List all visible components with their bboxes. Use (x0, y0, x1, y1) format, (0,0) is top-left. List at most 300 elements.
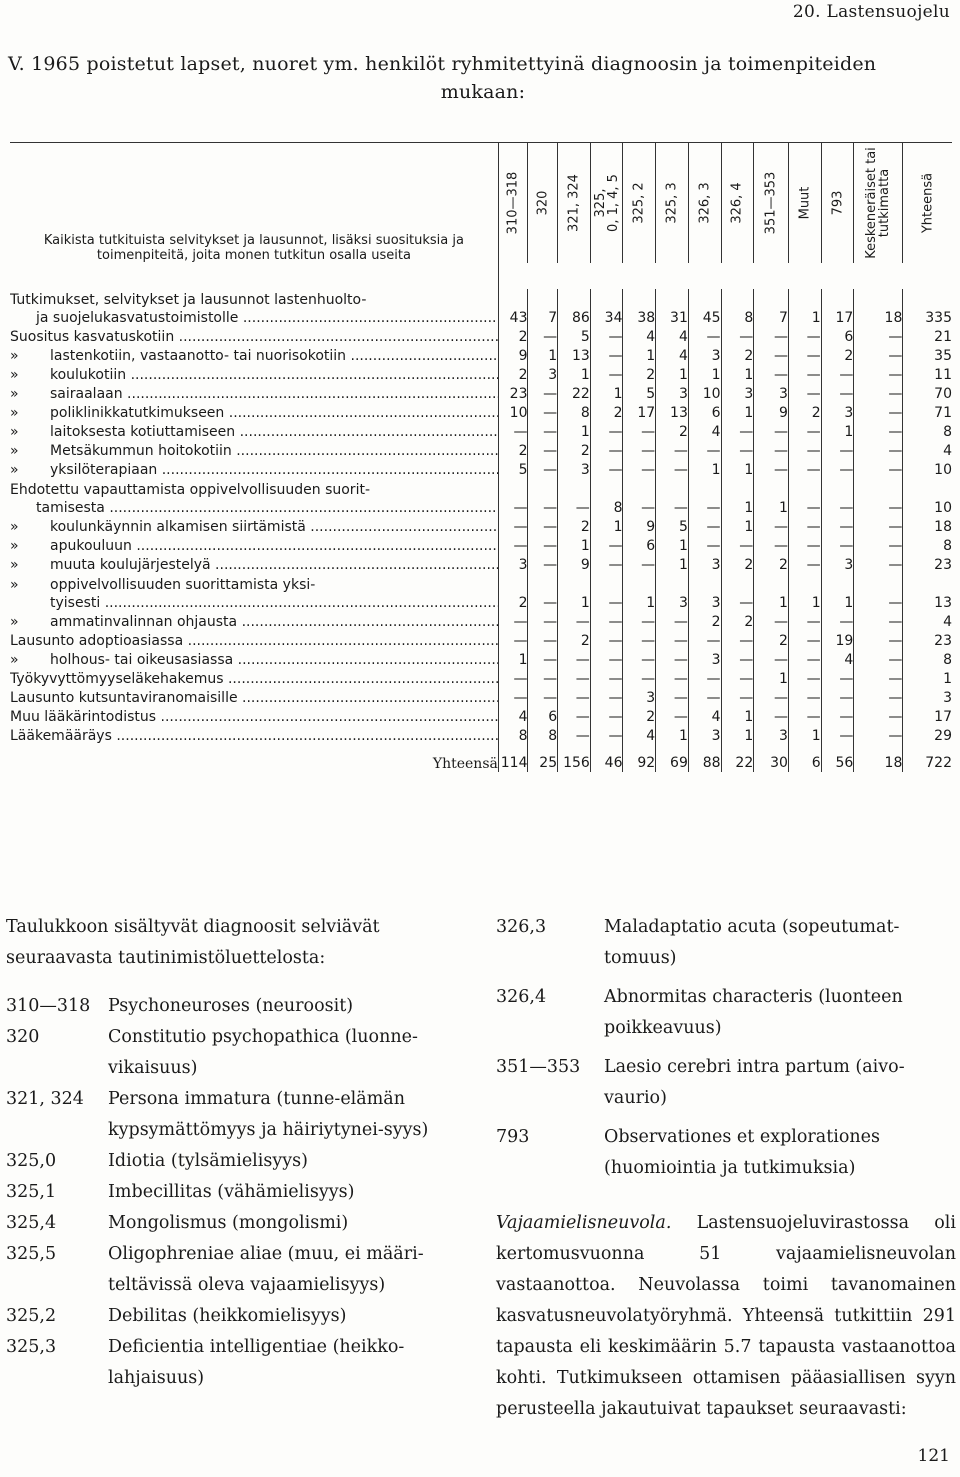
table-title (8, 50, 958, 106)
row-label (10, 384, 498, 403)
ditto-mark: » (10, 348, 19, 364)
legend-item (6, 991, 468, 1022)
row-label-text: muuta koulujärjestelyä (50, 557, 211, 573)
table-cell: 1 (590, 384, 623, 403)
table-cell: 2 (558, 517, 591, 536)
legend-item (6, 1301, 468, 1332)
table-cell: 1 (721, 460, 754, 479)
table-cell: 23 (903, 631, 952, 650)
table-cell: 38 (623, 289, 656, 327)
table-cell: 2 (498, 327, 528, 346)
table-cell: 1 (558, 422, 591, 441)
table-cell: — (721, 650, 754, 669)
table-cell: 2 (498, 365, 528, 384)
table-cell: — (854, 384, 903, 403)
column-header-label: 351—353 (763, 171, 779, 235)
diagnosis-code: 325,4 (6, 1213, 57, 1233)
table-cell: — (854, 669, 903, 688)
table-cell: — (788, 517, 821, 536)
table-cell: 2 (788, 403, 821, 422)
table-cell: 4 (688, 707, 721, 726)
diagnosis-code: 326,4 (496, 987, 547, 1007)
table-cell: 3 (721, 384, 754, 403)
vajaamielisneuvola-paragraph (496, 1208, 956, 1425)
row-label (10, 289, 498, 327)
table-cell: 23 (498, 384, 528, 403)
table-cell: 3 (558, 460, 591, 479)
table-cell: — (788, 422, 821, 441)
table-row (10, 289, 952, 327)
table-cell: 1 (788, 574, 821, 612)
table-cell: 21 (903, 327, 952, 346)
table-cell: 3 (688, 574, 721, 612)
row-label (10, 365, 498, 384)
table-cell: 3 (821, 403, 854, 422)
total-cell: 88 (688, 745, 721, 772)
table-cell: — (528, 650, 558, 669)
legend-item (6, 1022, 468, 1084)
diagnosis-description: Imbecillitas (vähämielisyys) (108, 1182, 355, 1202)
table-cell: 8 (590, 479, 623, 517)
row-label (10, 726, 498, 745)
ditto-mark: » (10, 443, 19, 459)
table-cell: 1 (623, 346, 656, 365)
column-header (590, 143, 623, 264)
table-cell: — (590, 365, 623, 384)
table-cell: — (854, 403, 903, 422)
table-cell: 3 (498, 555, 528, 574)
diagnosis-code: 325,3 (6, 1337, 57, 1357)
table-cell: — (498, 479, 528, 517)
table-cell: 19 (821, 631, 854, 650)
diagnosis-code: 325,0 (6, 1151, 57, 1171)
table-cell: 18 (903, 517, 952, 536)
table-cell: — (590, 327, 623, 346)
table-cell: — (590, 612, 623, 631)
table-cell: — (821, 612, 854, 631)
diagnosis-code: 320 (6, 1027, 40, 1047)
legend-item (6, 1332, 468, 1394)
table-cell: 23 (903, 555, 952, 574)
table-cell: 6 (688, 403, 721, 422)
table-cell: — (788, 365, 821, 384)
table-cell: 1 (688, 460, 721, 479)
row-label-text: koulunkäynnin alkamisen siirtämistä (50, 519, 306, 535)
table-cell: — (788, 536, 821, 555)
table-cell: 17 (821, 289, 854, 327)
table-cell: 1 (821, 574, 854, 612)
table-cell: — (623, 650, 656, 669)
total-cell: 114 (498, 745, 528, 772)
table-cell: 1 (558, 365, 591, 384)
table-cell: 3 (528, 365, 558, 384)
running-header: 20. Lastensuojelu (792, 2, 950, 22)
table-cell: 3 (688, 555, 721, 574)
table-cell: 2 (623, 365, 656, 384)
row-label (10, 422, 498, 441)
ditto-mark: » (10, 519, 19, 535)
row-label-text: Lausunto kutsuntaviranomaisille (10, 690, 238, 706)
table-cell: — (688, 631, 721, 650)
table-cell: — (558, 650, 591, 669)
table-cell: — (590, 460, 623, 479)
table-row (10, 346, 952, 365)
column-header (788, 143, 821, 264)
row-label-text: yksilöterapiaan (50, 462, 158, 478)
diagnosis-description: Maladaptatio acuta (sopeutumat-tomuus) (604, 917, 900, 968)
table-cell: 45 (688, 289, 721, 327)
ditto-mark: » (10, 557, 19, 573)
table-cell: 1 (656, 536, 689, 555)
table-cell: 2 (590, 403, 623, 422)
table-cell: — (854, 707, 903, 726)
table-row (10, 460, 952, 479)
row-label (10, 669, 498, 688)
table-cell: — (821, 517, 854, 536)
table-cell: 1 (656, 555, 689, 574)
column-header-label: 793 (830, 190, 845, 216)
diagnosis-description: Debilitas (heikkomielisyys) (108, 1306, 347, 1326)
table-cell: — (854, 422, 903, 441)
table-cell: — (590, 669, 623, 688)
table-cell: 3 (821, 555, 854, 574)
table-cell: 9 (754, 403, 789, 422)
table-cell: 10 (498, 403, 528, 422)
column-header (721, 143, 754, 264)
table-cell: — (590, 650, 623, 669)
table-cell: — (754, 536, 789, 555)
table-cell: 2 (558, 441, 591, 460)
table-cell: 8 (903, 650, 952, 669)
table-cell: — (721, 631, 754, 650)
table-cell: 2 (754, 555, 789, 574)
table-row (10, 327, 952, 346)
legend-item (6, 1208, 468, 1239)
table-cell: — (754, 650, 789, 669)
column-header-label: Yhteensä (920, 172, 936, 234)
table-cell: — (590, 688, 623, 707)
table-cell: — (623, 612, 656, 631)
column-header (821, 143, 854, 264)
total-cell: 18 (854, 745, 903, 772)
total-cell: 46 (590, 745, 623, 772)
row-label (10, 346, 498, 365)
table-cell: 1 (721, 365, 754, 384)
table-cell: 9 (558, 555, 591, 574)
table-cell: — (528, 555, 558, 574)
table-row (10, 612, 952, 631)
table-cell: 8 (528, 726, 558, 745)
table-cell: 10 (903, 479, 952, 517)
ditto-mark: » (10, 652, 19, 668)
table-cell: — (656, 669, 689, 688)
row-label (10, 555, 498, 574)
table-cell: 3 (656, 384, 689, 403)
table-cell: 335 (903, 289, 952, 327)
table-cell: 1 (721, 479, 754, 517)
row-label-text: Tutkimukset, selvitykset ja lausunnot lastenhuolto- (10, 292, 367, 308)
column-header-label: 326, 4 (729, 182, 745, 224)
row-label (10, 612, 498, 631)
table-cell: 1 (656, 726, 689, 745)
table-row (10, 384, 952, 403)
table-cell: — (528, 631, 558, 650)
table-cell: — (656, 631, 689, 650)
ditto-mark: » (10, 424, 19, 440)
legend-item (6, 1146, 468, 1177)
statistics-table (10, 142, 952, 772)
table-cell: 8 (721, 289, 754, 327)
table-cell: — (590, 441, 623, 460)
table-cell: — (688, 327, 721, 346)
table-cell: — (754, 346, 789, 365)
table-cell: — (656, 707, 689, 726)
table-cell: 2 (498, 441, 528, 460)
table-cell: 1 (754, 574, 789, 612)
table-cell: — (821, 688, 854, 707)
total-cell: 156 (558, 745, 591, 772)
table-cell: 1 (558, 536, 591, 555)
column-header (903, 143, 952, 264)
column-header (688, 143, 721, 264)
row-label (10, 650, 498, 669)
row-label-continuation: tyisesti (50, 595, 101, 611)
table-row (10, 688, 952, 707)
row-label (10, 327, 498, 346)
table-cell: 2 (821, 346, 854, 365)
table-cell: — (656, 612, 689, 631)
table-row (10, 650, 952, 669)
table-cell: — (528, 403, 558, 422)
table-cell: — (854, 726, 903, 745)
header-gap (10, 263, 952, 289)
ditto-mark: » (10, 386, 19, 402)
table-cell: 86 (558, 289, 591, 327)
legend-item (6, 1239, 468, 1301)
table-cell: — (498, 422, 528, 441)
table-row (10, 574, 952, 612)
table-cell: — (623, 669, 656, 688)
total-cell: 69 (656, 745, 689, 772)
table-cell: — (821, 726, 854, 745)
table-cell: — (528, 384, 558, 403)
table-cell: — (721, 441, 754, 460)
table-cell: 35 (903, 346, 952, 365)
table-cell: — (854, 650, 903, 669)
table-cell: 1 (721, 517, 754, 536)
table-body (10, 263, 952, 772)
column-header-label: 326, 3 (697, 182, 713, 224)
table-cell: — (590, 422, 623, 441)
table-cell: — (854, 688, 903, 707)
table-cell: 2 (721, 612, 754, 631)
table-cell: 5 (656, 517, 689, 536)
table-cell: — (788, 460, 821, 479)
table-cell: — (656, 650, 689, 669)
row-label-continuation: tamisesta (36, 500, 105, 516)
table-cell: — (656, 441, 689, 460)
total-cell: 56 (821, 745, 854, 772)
table-cell: 3 (688, 650, 721, 669)
table-cell: — (688, 441, 721, 460)
paragraph-text: Lastensuojeluvirastossa oli kertomusvuonna 51 vajaamielisneuvolan vastaanottoa. Neuvolassa toimi tavanomainen kasvatusneuvolatyöryhmä. Yhteensä tutkittiin 291 tapausta eli keskimäärin 5.7 tapausta vastaanottoa kohti. Tutkimukseen ottamisen pääasiallisen syyn perusteella jakautuivat tapaukset seuraavasti: (496, 1213, 956, 1419)
table-cell: 4 (656, 346, 689, 365)
row-label-text: Suositus kasvatuskotiin (10, 329, 175, 345)
table-cell: — (528, 536, 558, 555)
table-cell: — (558, 688, 591, 707)
table-cell: — (721, 422, 754, 441)
column-header (854, 143, 903, 264)
row-label-text: Työkyvyttömyyseläkehakemus (10, 671, 224, 687)
table-cell: — (590, 574, 623, 612)
table-cell: — (821, 707, 854, 726)
table-cell: — (788, 631, 821, 650)
table-cell: — (623, 555, 656, 574)
legend-intro: Taulukkoon sisältyvät diagnoosit selviävät seuraavasta tautinimistöluettelosta: (6, 917, 380, 968)
table-cell: 6 (821, 327, 854, 346)
diagnosis-code: 310—318 (6, 996, 91, 1016)
total-cell: 22 (721, 745, 754, 772)
column-header (528, 143, 558, 264)
column-header (754, 143, 789, 264)
ditto-mark: » (10, 538, 19, 554)
row-label (10, 574, 498, 612)
table-row (10, 479, 952, 517)
table-cell: 3 (903, 688, 952, 707)
table-cell: 2 (498, 574, 528, 612)
column-header-label: 320 (535, 190, 551, 216)
table-cell: — (821, 669, 854, 688)
table-cell: — (854, 327, 903, 346)
table-cell: — (854, 555, 903, 574)
legend-item (6, 1084, 468, 1146)
diagnosis-description: Psychoneuroses (neuroosit) (108, 996, 354, 1016)
table-cell: — (623, 422, 656, 441)
column-header-label: 325, 0, 1, 4, 5 (592, 174, 621, 232)
table-cell: — (788, 327, 821, 346)
total-cell: 30 (754, 745, 789, 772)
table-cell: — (528, 612, 558, 631)
table-cell: — (528, 669, 558, 688)
table-cell: — (788, 612, 821, 631)
table-cell: 2 (721, 555, 754, 574)
row-label-text: Muu lääkärintodistus (10, 709, 157, 725)
table-cell: — (721, 574, 754, 612)
table-cell: — (854, 574, 903, 612)
table-cell: 22 (558, 384, 591, 403)
table-cell: — (558, 669, 591, 688)
table-cell: 1 (498, 650, 528, 669)
diagnosis-code: 326,3 (496, 917, 547, 937)
table-cell: — (590, 631, 623, 650)
table-cell: 1 (590, 517, 623, 536)
table-cell: 29 (903, 726, 952, 745)
row-label (10, 441, 498, 460)
table-cell: 1 (903, 669, 952, 688)
table-cell: 17 (903, 707, 952, 726)
table-cell: — (558, 612, 591, 631)
table-cell: 3 (688, 726, 721, 745)
table-cell: — (854, 365, 903, 384)
table-cell: 3 (754, 726, 789, 745)
legend-item (496, 912, 956, 974)
legend-list (6, 991, 468, 1394)
table-cell: — (854, 460, 903, 479)
diagnosis-description: Constitutio psychopathica (luonne-vikaisuus) (108, 1027, 418, 1078)
table-cell: — (821, 460, 854, 479)
row-label (10, 536, 498, 555)
ditto-mark: » (10, 577, 19, 593)
row-label-header: Kaikista tutkituista selvitykset ja lausunnot, lisäksi suosituksia ja toimenpiteitä, joita monen tutkitun osalla useita (10, 143, 498, 264)
column-header-label: Muut (797, 186, 813, 220)
row-label-text: apukouluun (50, 538, 132, 554)
table-cell: 2 (754, 631, 789, 650)
table-cell: — (721, 688, 754, 707)
table-row (10, 555, 952, 574)
table-cell: 4 (903, 441, 952, 460)
diagnosis-description: Idiotia (tylsämielisyys) (108, 1151, 308, 1171)
ditto-mark: » (10, 462, 19, 478)
table-cell: 1 (788, 289, 821, 327)
table-cell: 1 (754, 669, 789, 688)
table-cell: 6 (528, 707, 558, 726)
table-cell: — (498, 517, 528, 536)
table-cell: — (688, 669, 721, 688)
table-row (10, 422, 952, 441)
diagnosis-code: 325,5 (6, 1244, 57, 1264)
table-row (10, 536, 952, 555)
table-cell: — (821, 536, 854, 555)
totals-label: Yhteensä (432, 756, 498, 772)
ditto-mark: » (10, 367, 19, 383)
table-cell: — (498, 631, 528, 650)
table-cell: — (623, 460, 656, 479)
diagnosis-description: Mongolismus (mongolismi) (108, 1213, 349, 1233)
table-cell: — (821, 441, 854, 460)
table-cell: — (754, 612, 789, 631)
table-cell: — (821, 479, 854, 517)
table-cell: — (528, 441, 558, 460)
table-cell: — (788, 441, 821, 460)
table-cell: — (498, 688, 528, 707)
table-cell: — (754, 517, 789, 536)
table-cell: — (688, 517, 721, 536)
table-cell: 13 (903, 574, 952, 612)
table-cell: 5 (558, 327, 591, 346)
table-cell: — (854, 441, 903, 460)
table-cell: — (754, 460, 789, 479)
column-header-label: 310—318 (505, 171, 521, 235)
diagnosis-code: 793 (496, 1127, 530, 1147)
table-cell: — (498, 612, 528, 631)
total-cell: 25 (528, 745, 558, 772)
row-label-text: Lausunto adoptioasiassa (10, 633, 184, 649)
diagnosis-code: 321, 324 (6, 1089, 84, 1109)
table-cell: 3 (623, 688, 656, 707)
ditto-mark: » (10, 405, 19, 421)
table-cell: 8 (498, 726, 528, 745)
table-cell: — (788, 707, 821, 726)
table-cell: 1 (721, 707, 754, 726)
title-line-2: mukaan: (440, 81, 526, 103)
row-label-text: lastenkotiin, vastaanotto- tai nuorisokotiin (50, 348, 347, 364)
table-cell: — (590, 536, 623, 555)
total-cell: 6 (788, 745, 821, 772)
table-cell: 2 (721, 346, 754, 365)
table-cell: — (656, 460, 689, 479)
table-cell: 5 (623, 384, 656, 403)
table-cell: — (821, 365, 854, 384)
